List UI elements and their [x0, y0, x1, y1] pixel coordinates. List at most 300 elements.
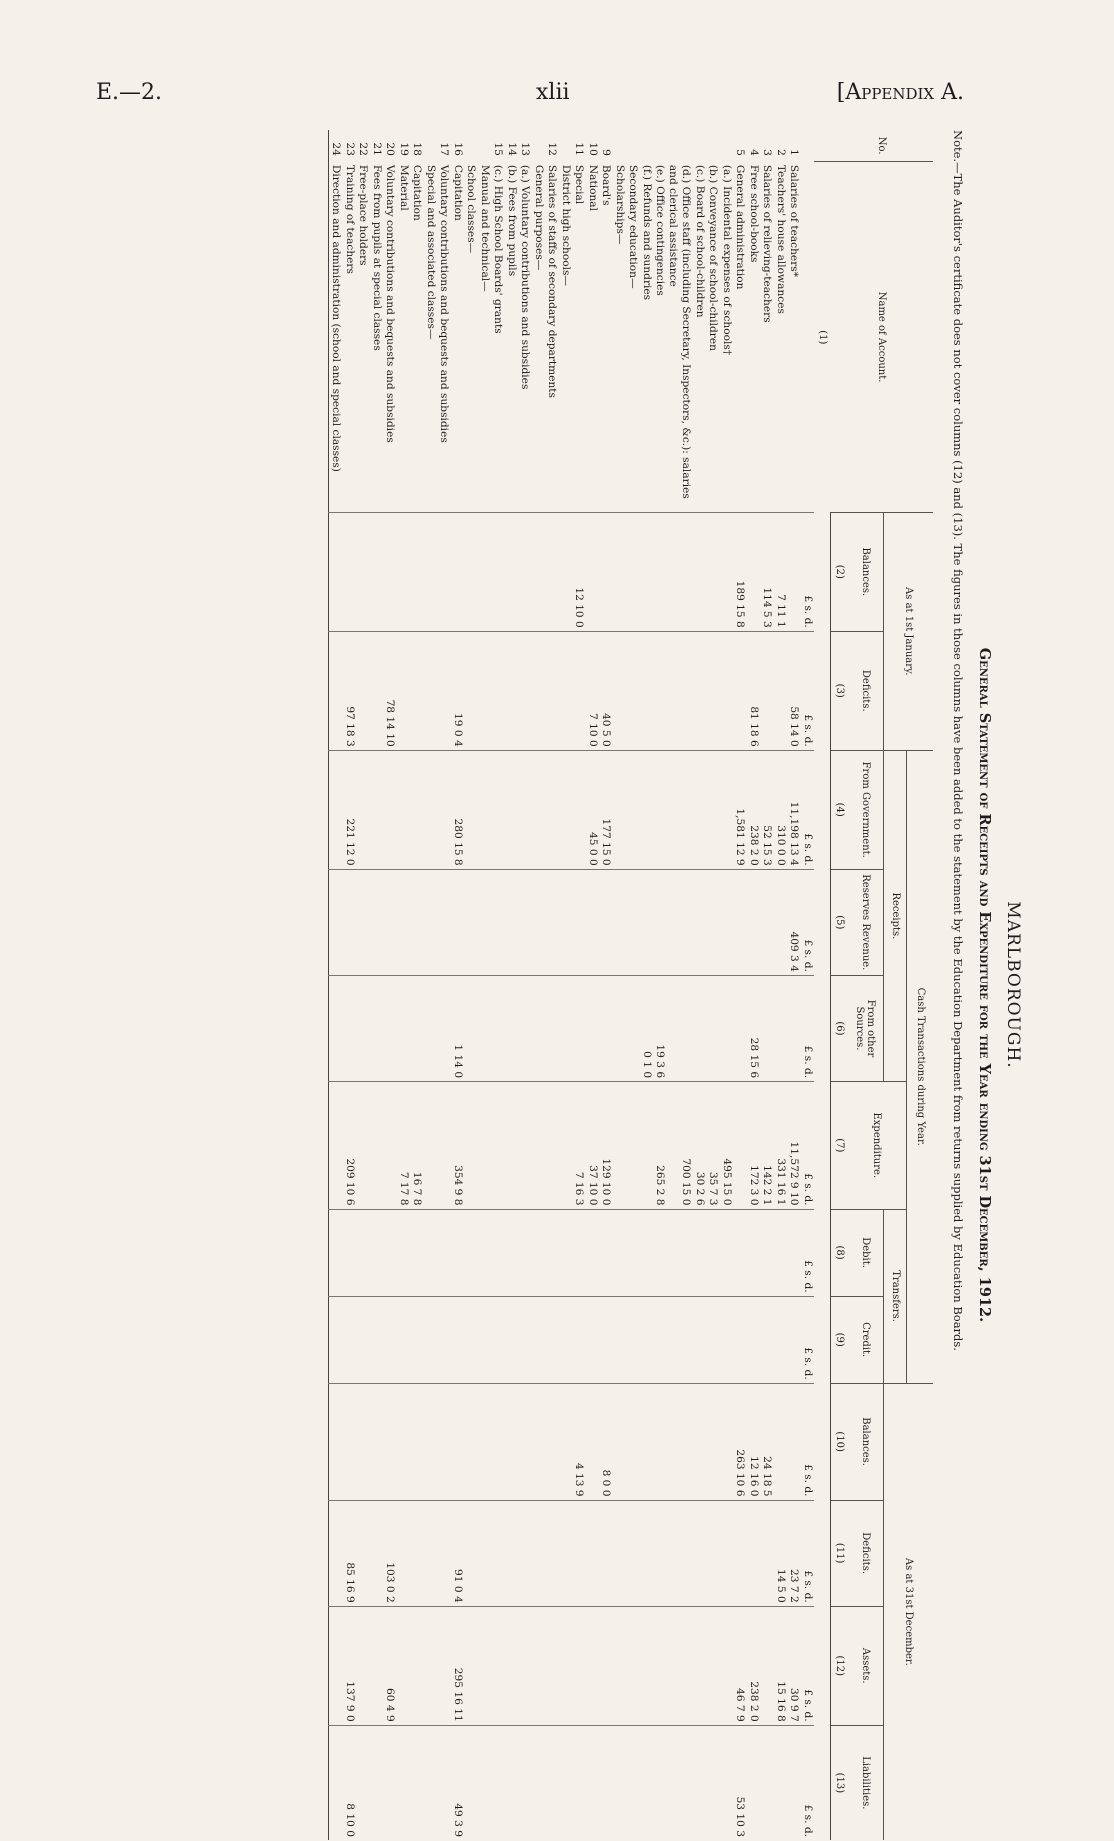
amount-cell — [383, 750, 397, 869]
amount-cell — [464, 1296, 478, 1383]
amount-cell — [640, 1209, 654, 1296]
amount-cell — [370, 869, 384, 975]
amount-cell — [383, 1209, 397, 1296]
column-number: (11) — [831, 1500, 848, 1606]
amount-cell — [518, 1500, 532, 1606]
column-number: (3) — [831, 631, 848, 750]
amount-cell — [545, 1296, 559, 1383]
amount-cell — [733, 869, 747, 975]
amount-cell: 14 5 0 — [774, 1500, 788, 1606]
account-name: Material — [398, 164, 410, 211]
amount-cell — [343, 512, 357, 631]
amount-cell — [599, 1500, 613, 1606]
amount-cell: £ s. d. — [801, 1209, 815, 1296]
amount-cell: 60 4 9 — [383, 1606, 397, 1725]
account-name: Board's — [600, 164, 613, 206]
amount-cell: 15 16 8 — [774, 1606, 788, 1725]
amount-cell: 7 17 8 — [397, 1082, 411, 1209]
table-row — [667, 130, 693, 1840]
header-expenditure: Expenditure. — [847, 1082, 907, 1209]
table-row — [747, 130, 761, 1840]
amount-cell: 46 7 9 — [733, 1606, 747, 1725]
amount-cell: 0 1 0 — [640, 975, 654, 1081]
row-number: 18 — [411, 142, 424, 156]
amount-cell: 12 10 0 — [572, 512, 586, 631]
row-number: 20 — [384, 142, 397, 156]
account-name: Voluntary contributions and bequests and subsidies — [384, 164, 397, 443]
amount-cell — [478, 1082, 492, 1209]
amount-cell — [613, 975, 627, 1081]
table-row — [424, 130, 438, 1840]
amount-cell — [626, 750, 640, 869]
row-number: 13 — [519, 142, 532, 156]
amount-cell — [478, 1383, 492, 1500]
rotated-statement — [123, 130, 1023, 1840]
amount-cell — [329, 750, 343, 869]
row-number — [720, 130, 734, 162]
amount-cell: 7 10 0 — [586, 631, 600, 750]
amount-cell — [706, 1296, 720, 1383]
amount-cell: £ s. d. — [801, 1725, 815, 1840]
row-number: 2 — [775, 149, 787, 156]
account-name: General purposes— — [533, 164, 545, 271]
amount-cell — [505, 1500, 519, 1606]
amount-cell: 53 10 3 — [733, 1725, 747, 1840]
amount-cell — [424, 869, 438, 975]
amount-cell: 331 16 1 — [774, 1082, 788, 1209]
amount-cell — [518, 750, 532, 869]
row-number — [478, 130, 492, 162]
amount-cell — [505, 1383, 519, 1500]
amount-cell — [464, 1500, 478, 1606]
amount-cell — [505, 1725, 519, 1840]
amount-cell — [410, 1606, 424, 1725]
row-number: 1 — [788, 149, 801, 156]
amount-cell: 30 9 7 — [787, 1606, 801, 1725]
amount-cell — [545, 1725, 559, 1840]
amount-cell — [586, 1296, 600, 1383]
amount-cell — [667, 1500, 693, 1606]
amount-cell: 85 16 9 — [343, 1500, 357, 1606]
amount-cell: 45 0 0 — [586, 750, 600, 869]
amount-cell — [545, 750, 559, 869]
amount-cell — [545, 512, 559, 631]
amount-cell — [720, 631, 734, 750]
amount-cell — [370, 1606, 384, 1725]
amount-cell — [733, 631, 747, 750]
table-row — [693, 130, 707, 1840]
column-number: (7) — [831, 1082, 848, 1209]
amount-cell — [760, 631, 774, 750]
amount-cell: 189 15 8 — [733, 512, 747, 631]
amount-cell — [370, 1296, 384, 1383]
amount-cell — [478, 1296, 492, 1383]
amount-cell — [693, 1500, 707, 1606]
account-name: Special and associated classes— — [425, 164, 437, 340]
amount-cell — [505, 1606, 519, 1725]
amount-cell — [613, 512, 627, 631]
table-row — [733, 130, 747, 1840]
amount-cell — [545, 631, 559, 750]
amount-cell — [383, 1383, 397, 1500]
amount-cell — [329, 631, 343, 750]
amount-cell — [356, 1725, 370, 1840]
amount-cell — [424, 1209, 438, 1296]
table-row — [787, 130, 801, 1840]
amount-cell — [559, 975, 573, 1081]
amount-cell — [437, 631, 451, 750]
amount-cell — [667, 975, 693, 1081]
amount-cell — [706, 869, 720, 975]
amount-cell — [437, 1209, 451, 1296]
amount-cell — [693, 1606, 707, 1725]
amount-cell — [599, 869, 613, 975]
amount-cell — [693, 975, 707, 1081]
amount-cell — [397, 750, 411, 869]
amount-cell — [356, 1383, 370, 1500]
table-row — [505, 130, 519, 1840]
amount-cell — [545, 1082, 559, 1209]
amount-cell — [787, 512, 801, 631]
table-row — [599, 130, 613, 1840]
amount-cell — [667, 869, 693, 975]
amount-cell — [370, 631, 384, 750]
amount-cell: 19 3 6 — [653, 975, 667, 1081]
amount-cell — [774, 869, 788, 975]
amount-cell — [720, 975, 734, 1081]
amount-cell — [505, 1082, 519, 1209]
amount-cell — [640, 1383, 654, 1500]
amount-cell — [464, 750, 478, 869]
amount-cell — [437, 1296, 451, 1383]
header-no: No. — [876, 136, 888, 155]
row-number: 16 — [452, 142, 464, 156]
header-cash-transactions: Cash Transactions during Year. — [907, 750, 934, 1383]
amount-cell — [370, 975, 384, 1081]
header-as-at-jan: As at 1st January. — [884, 512, 934, 750]
amount-cell — [451, 1383, 465, 1500]
table-row — [801, 130, 815, 1840]
statement-title: MARLBOROUGH. — [1003, 901, 1023, 1069]
amount-cell — [586, 1606, 600, 1725]
amount-cell — [545, 1500, 559, 1606]
amount-cell — [667, 1209, 693, 1296]
amount-cell — [410, 869, 424, 975]
amount-cell — [491, 631, 505, 750]
amount-cell — [397, 1383, 411, 1500]
amount-cell — [572, 631, 586, 750]
amount-cell — [599, 975, 613, 1081]
amount-cell — [559, 512, 573, 631]
amount-cell: 8 10 0 — [343, 1725, 357, 1840]
amount-cell — [518, 1209, 532, 1296]
amount-cell — [370, 750, 384, 869]
amount-cell: 137 9 0 — [343, 1606, 357, 1725]
amount-cell — [343, 869, 357, 975]
amount-cell — [491, 975, 505, 1081]
amount-cell — [518, 869, 532, 975]
amount-cell — [667, 1296, 693, 1383]
amount-cell — [505, 512, 519, 631]
amount-cell — [343, 975, 357, 1081]
amount-cell — [424, 1725, 438, 1840]
account-name: (e.) Office contingencies — [654, 164, 667, 296]
table-row — [760, 130, 774, 1840]
amount-cell — [356, 512, 370, 631]
amount-cell — [706, 1606, 720, 1725]
amount-cell — [505, 869, 519, 975]
amount-cell: 30 2 6 — [693, 1082, 707, 1209]
amount-cell — [356, 750, 370, 869]
amount-cell — [437, 869, 451, 975]
amount-cell — [586, 1383, 600, 1500]
amount-cell — [747, 869, 761, 975]
amount-cell — [693, 1725, 707, 1840]
amount-cell — [397, 1209, 411, 1296]
amount-cell: 11,572 9 10 — [787, 1082, 801, 1209]
amount-cell — [532, 1500, 546, 1606]
amount-cell — [706, 1209, 720, 1296]
amount-cell — [626, 1725, 640, 1840]
amount-cell — [343, 1209, 357, 1296]
account-name: Capitation — [411, 164, 424, 221]
amount-cell: 81 18 6 — [747, 631, 761, 750]
amount-cell — [397, 512, 411, 631]
amount-cell: 238 2 0 — [747, 1606, 761, 1725]
amount-cell: 129 10 0 — [599, 1082, 613, 1209]
amount-cell — [491, 1383, 505, 1500]
amount-cell — [464, 631, 478, 750]
amount-cell: 12 16 0 — [747, 1383, 761, 1500]
row-number: 11 — [573, 142, 586, 156]
amount-cell — [437, 975, 451, 1081]
amount-cell — [640, 869, 654, 975]
amount-cell — [329, 512, 343, 631]
amount-cell — [410, 975, 424, 1081]
amount-cell — [774, 1296, 788, 1383]
amount-cell — [720, 1209, 734, 1296]
amount-cell — [397, 975, 411, 1081]
amount-cell — [667, 1725, 693, 1840]
account-name: Teachers' house allowances — [775, 164, 787, 314]
amount-cell — [720, 750, 734, 869]
amount-cell — [464, 1082, 478, 1209]
row-number: 10 — [587, 142, 599, 156]
amount-cell — [693, 631, 707, 750]
amount-cell — [329, 1082, 343, 1209]
account-name: Scholarships— — [614, 164, 626, 245]
row-number — [532, 130, 546, 162]
amount-cell — [505, 631, 519, 750]
amount-cell — [424, 750, 438, 869]
row-number: 12 — [546, 142, 559, 156]
account-name: (b.) Conveyance of school-children — [707, 164, 720, 351]
amount-cell — [464, 1209, 478, 1296]
amount-cell: 103 0 2 — [383, 1500, 397, 1606]
table-row — [518, 130, 532, 1840]
amount-cell: 142 2 1 — [760, 1082, 774, 1209]
amount-cell — [653, 1606, 667, 1725]
amount-cell — [760, 1209, 774, 1296]
column-number: (5) — [831, 869, 848, 975]
table-head — [814, 130, 933, 1840]
amount-cell — [626, 1209, 640, 1296]
amount-cell — [437, 1383, 451, 1500]
amount-cell — [410, 512, 424, 631]
amount-cell — [370, 1209, 384, 1296]
amount-cell — [464, 1606, 478, 1725]
amount-cell — [667, 750, 693, 869]
amount-cell — [451, 1296, 465, 1383]
amount-cell — [437, 1606, 451, 1725]
amount-cell — [626, 1383, 640, 1500]
amount-cell — [518, 631, 532, 750]
amount-cell — [640, 1500, 654, 1606]
table-row — [640, 130, 654, 1840]
amount-cell — [720, 1383, 734, 1500]
amount-cell — [747, 512, 761, 631]
amount-cell — [653, 750, 667, 869]
amount-cell — [505, 1209, 519, 1296]
account-name: (c.) High School Boards' grants — [492, 164, 505, 334]
table-row — [356, 130, 370, 1840]
account-name: Capitation — [452, 164, 464, 221]
table-row — [491, 130, 505, 1840]
amount-cell: 1 14 0 — [451, 975, 465, 1081]
amount-cell — [356, 1082, 370, 1209]
table-row — [706, 130, 720, 1840]
amount-cell — [370, 1383, 384, 1500]
column-number: (8) — [831, 1209, 848, 1296]
amount-cell — [774, 975, 788, 1081]
amount-cell — [733, 1296, 747, 1383]
amount-cell — [599, 1606, 613, 1725]
header-transfers: Transfers. — [884, 1209, 907, 1383]
amount-cell: 221 12 0 — [343, 750, 357, 869]
amount-cell — [383, 1296, 397, 1383]
amount-cell — [613, 1383, 627, 1500]
table-row — [383, 130, 397, 1840]
amount-cell — [626, 1296, 640, 1383]
amount-cell: £ s. d. — [801, 1500, 815, 1606]
amount-cell — [410, 631, 424, 750]
amount-cell — [356, 1500, 370, 1606]
column-number: (13) — [831, 1725, 848, 1840]
amount-cell — [640, 631, 654, 750]
account-name: (c.) Board of school-children — [694, 164, 706, 318]
amount-cell — [491, 869, 505, 975]
account-name: School classes— — [465, 164, 478, 254]
table-row — [464, 130, 478, 1840]
amount-cell — [437, 512, 451, 631]
amount-cell — [653, 1500, 667, 1606]
amount-cell — [518, 975, 532, 1081]
amount-cell — [491, 1606, 505, 1725]
amount-cell — [532, 750, 546, 869]
amount-cell — [640, 512, 654, 631]
amount-cell — [613, 631, 627, 750]
amount-cell — [626, 1500, 640, 1606]
row-number: 24 — [330, 142, 343, 156]
amount-cell: 409 3 4 — [787, 869, 801, 975]
amount-cell — [464, 975, 478, 1081]
amount-cell — [410, 1296, 424, 1383]
amount-cell — [720, 512, 734, 631]
amount-cell — [760, 869, 774, 975]
row-number: 5 — [734, 149, 747, 156]
amount-cell: 24 18 5 — [760, 1383, 774, 1500]
amount-cell — [478, 512, 492, 631]
row-number — [464, 130, 478, 162]
amount-cell — [559, 869, 573, 975]
amount-cell — [747, 1500, 761, 1606]
amount-cell — [613, 1296, 627, 1383]
amount-cell — [383, 869, 397, 975]
account-name: (f.) Refunds and sundries — [641, 164, 653, 301]
amount-cell — [545, 1209, 559, 1296]
amount-cell: 263 10 6 — [733, 1383, 747, 1500]
amount-cell — [720, 1725, 734, 1840]
amount-cell — [410, 1209, 424, 1296]
amount-cell — [586, 1500, 600, 1606]
table-row — [397, 130, 411, 1840]
row-number — [613, 130, 627, 162]
amount-cell — [532, 1209, 546, 1296]
amount-cell — [640, 1082, 654, 1209]
header-name: Name of Account. — [831, 162, 934, 512]
amount-cell — [599, 1725, 613, 1840]
amount-cell — [329, 1209, 343, 1296]
row-number — [424, 130, 438, 162]
amount-cell — [706, 631, 720, 750]
amount-cell — [626, 1606, 640, 1725]
amount-cell: 172 3 0 — [747, 1082, 761, 1209]
amount-cell — [424, 1500, 438, 1606]
table-row — [559, 130, 573, 1840]
header-assets: Assets. — [847, 1606, 884, 1725]
amount-cell: 4 13 9 — [572, 1383, 586, 1500]
amount-cell — [491, 1500, 505, 1606]
amount-cell — [383, 975, 397, 1081]
table-row — [410, 130, 424, 1840]
header-reserves-revenue: Reserves Revenue. — [847, 869, 884, 975]
row-number — [693, 130, 707, 162]
amount-cell: 700 15 0 — [667, 1082, 693, 1209]
amount-cell — [370, 1725, 384, 1840]
amount-cell — [653, 1296, 667, 1383]
amount-cell — [518, 1383, 532, 1500]
amount-cell — [599, 512, 613, 631]
amount-cell — [370, 512, 384, 631]
amount-cell — [640, 1606, 654, 1725]
amount-cell — [572, 750, 586, 869]
amount-cell — [559, 1606, 573, 1725]
amount-cell — [397, 1500, 411, 1606]
amount-cell — [640, 1725, 654, 1840]
amount-cell: 7 16 3 — [572, 1082, 586, 1209]
amount-cell — [559, 750, 573, 869]
amount-cell — [706, 1500, 720, 1606]
amount-cell — [572, 1725, 586, 1840]
row-number: 3 — [761, 149, 774, 156]
amount-cell — [760, 1725, 774, 1840]
amount-cell — [491, 512, 505, 631]
row-number: 9 — [600, 149, 613, 156]
amount-cell: 40 5 0 — [599, 631, 613, 750]
amount-cell — [397, 1606, 411, 1725]
amount-cell — [437, 1082, 451, 1209]
table-row — [329, 130, 343, 1840]
